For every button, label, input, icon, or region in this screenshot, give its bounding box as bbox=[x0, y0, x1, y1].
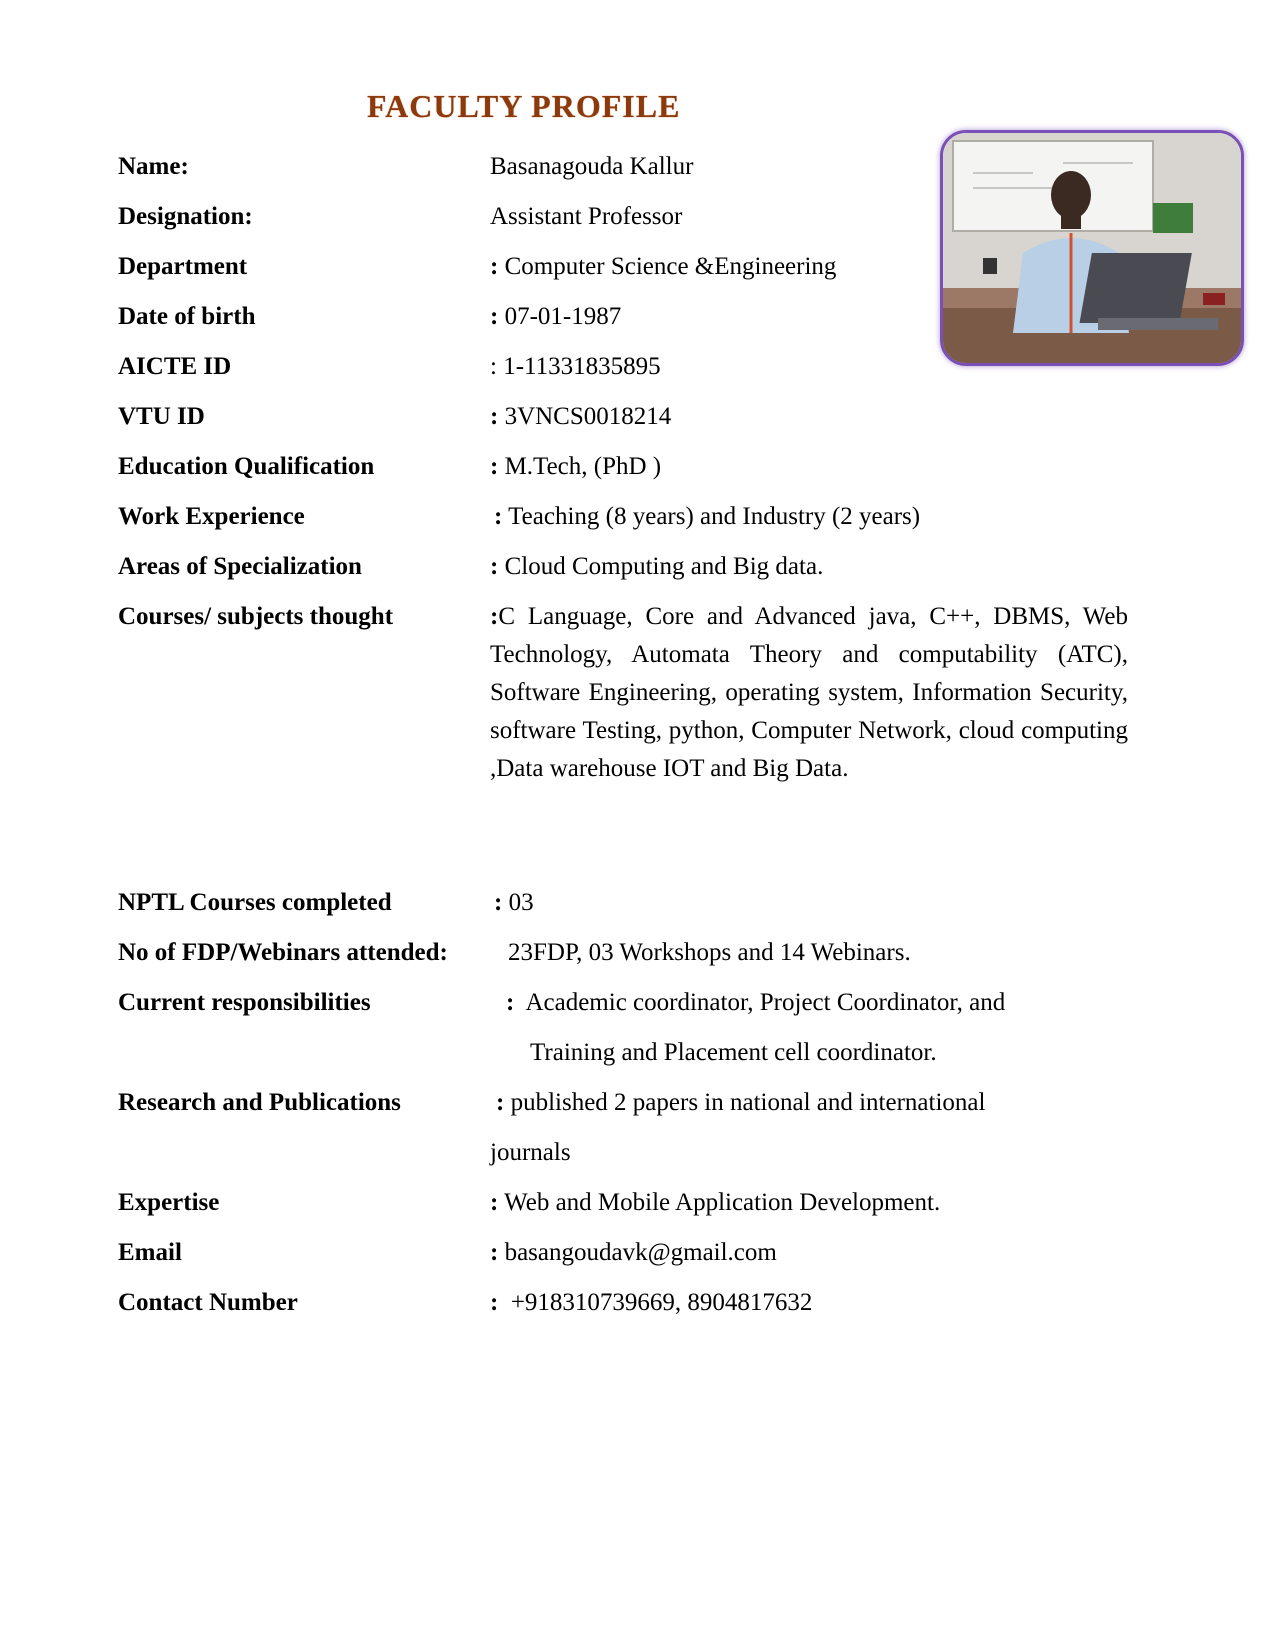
name-label: Name: bbox=[118, 153, 189, 180]
nptl-label: NPTL Courses completed bbox=[118, 889, 392, 916]
department-value: Computer Science &Engineering bbox=[504, 253, 837, 280]
nptl-value: 03 bbox=[508, 889, 534, 916]
specialization-value: Cloud Computing and Big data. bbox=[504, 553, 824, 580]
field-research bbox=[118, 1084, 1138, 1174]
aicte-colon: : bbox=[490, 353, 497, 380]
fdp-value: 23FDP, 03 Workshops and 14 Webinars. bbox=[508, 939, 911, 966]
aicte-label: AICTE ID bbox=[118, 353, 232, 380]
fdp-label: No of FDP/Webinars attended: bbox=[118, 939, 448, 966]
page-title: FACULTY PROFILE bbox=[367, 88, 681, 124]
dob-value: 07-01-1987 bbox=[504, 303, 622, 330]
dob-label: Date of birth bbox=[118, 303, 256, 330]
responsibilities-value-line2: Training and Placement cell coordinator. bbox=[530, 1039, 937, 1066]
aicte-value: 1-11331835895 bbox=[503, 353, 661, 380]
field-courses bbox=[118, 598, 1138, 838]
responsibilities-colon: : bbox=[506, 989, 515, 1016]
expertise-colon: : bbox=[490, 1189, 499, 1216]
research-value-line2: journals bbox=[490, 1139, 571, 1166]
nptl-colon: : bbox=[494, 889, 503, 916]
education-label: Education Qualification bbox=[118, 453, 375, 480]
work-value: Teaching (8 years) and Industry (2 years) bbox=[508, 503, 921, 530]
email-colon: : bbox=[490, 1239, 499, 1266]
vtu-label: VTU ID bbox=[118, 403, 205, 430]
education-colon: : bbox=[490, 453, 499, 480]
specialization-label: Areas of Specialization bbox=[118, 553, 362, 580]
courses-label: Courses/ subjects thought bbox=[118, 603, 394, 630]
responsibilities-label: Current responsibilities bbox=[118, 989, 371, 1016]
work-colon: : bbox=[494, 503, 503, 530]
expertise-label: Expertise bbox=[118, 1189, 220, 1216]
email-label: Email bbox=[118, 1239, 182, 1266]
vtu-colon: : bbox=[490, 403, 499, 430]
faculty-photo bbox=[940, 130, 1244, 366]
responsibilities-value-line1: Academic coordinator, Project Coordinator, and bbox=[525, 989, 1006, 1016]
name-value: Basanagouda Kallur bbox=[490, 153, 694, 180]
research-colon: : bbox=[496, 1089, 505, 1116]
education-value: M.Tech, (PhD ) bbox=[504, 453, 662, 480]
department-label: Department bbox=[118, 253, 248, 280]
research-label: Research and Publications bbox=[118, 1089, 401, 1116]
faculty-photo-icon bbox=[943, 133, 1241, 363]
email-value: basangoudavk@gmail.com bbox=[504, 1239, 777, 1266]
department-colon: : bbox=[490, 253, 499, 280]
designation-label: Designation: bbox=[118, 203, 253, 230]
contact-value: +918310739669, 8904817632 bbox=[510, 1289, 813, 1316]
work-label: Work Experience bbox=[118, 503, 305, 530]
courses-colon: : bbox=[490, 603, 499, 630]
contact-label: Contact Number bbox=[118, 1289, 298, 1316]
field-responsibilities bbox=[118, 984, 1138, 1074]
courses-value: C Language, Core and Advanced java, C++, DBMS, Web Technology, Automata Theory and computability (ATC), Software Engineering, operating system, Information Security, software Testing, python, Computer Network, cloud computing ,Data warehouse IOT and Big Data. bbox=[490, 603, 1128, 782]
specialization-colon: : bbox=[490, 553, 499, 580]
contact-colon: : bbox=[490, 1289, 499, 1316]
expertise-value: Web and Mobile Application Development. bbox=[504, 1189, 941, 1216]
vtu-value: 3VNCS0018214 bbox=[504, 403, 672, 430]
research-value-line1: published 2 papers in national and international bbox=[510, 1089, 986, 1116]
designation-value: Assistant Professor bbox=[490, 203, 683, 230]
dob-colon: : bbox=[490, 303, 499, 330]
